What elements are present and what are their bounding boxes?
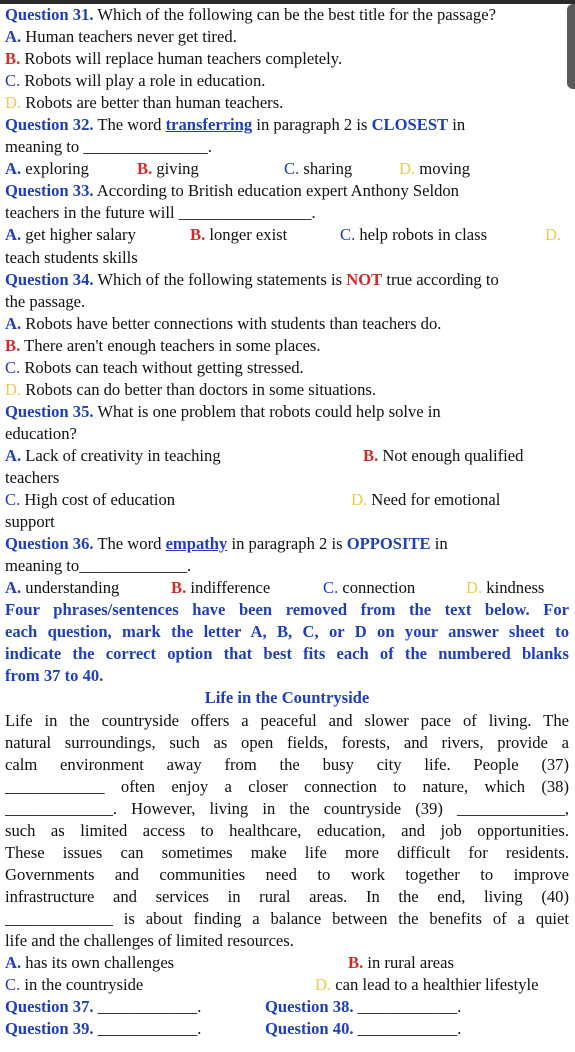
option-text: Not enough qualified xyxy=(378,445,524,465)
option-text: Human teachers never get tired. xyxy=(21,27,237,47)
option-letter: C. xyxy=(5,490,21,510)
question-text: The word xyxy=(93,115,166,135)
answer-row xyxy=(5,996,569,1018)
question-label: Question 35. xyxy=(5,401,94,421)
option-text: Robots have better connections with students than teachers do. xyxy=(21,313,442,333)
option-d xyxy=(5,92,569,114)
option-text: Robots can do better than doctors in some situations. xyxy=(21,379,377,399)
option-text: help robots in class xyxy=(355,225,488,245)
option-letter: D. xyxy=(545,225,562,245)
passage-line: These issues can sometimes make life more difficult for residents. xyxy=(5,842,569,862)
passage-line: ____________ often enjoy a closer connection to nature, which (38) xyxy=(5,776,569,796)
question-label: Question 31. xyxy=(5,5,94,24)
emphasis: NOT xyxy=(346,269,383,289)
question-33-options xyxy=(5,224,569,246)
option-text: Lack of creativity in teaching xyxy=(21,445,221,465)
option-text: moving xyxy=(415,159,470,179)
instruction-line: from 37 to 40. xyxy=(5,666,104,686)
question-36-stem xyxy=(5,533,569,555)
question-text: The word xyxy=(93,534,166,554)
option-text: has its own challenges xyxy=(21,953,175,973)
keyword: empathy xyxy=(165,534,228,554)
option-letter: A. xyxy=(5,313,22,333)
question-36-options xyxy=(5,577,569,599)
answer-label: Question 37. xyxy=(5,997,94,1017)
option-text: connection xyxy=(338,578,416,598)
option-letter: A. xyxy=(5,159,22,179)
question-text: in paragraph 2 is xyxy=(252,115,372,135)
instruction-line: indicate the correct option that best fits each of the numbered blanks xyxy=(5,644,569,664)
option-letter: D. xyxy=(5,93,22,113)
question-32-line2: meaning to _______________. xyxy=(5,137,212,157)
emphasis: CLOSEST xyxy=(371,115,449,135)
passage-line: Governments and communities need to work together to improve xyxy=(5,864,569,884)
question-35-wrap2: support xyxy=(5,512,55,532)
question-label: Question 34. xyxy=(5,269,94,289)
option-text: sharing xyxy=(299,159,353,179)
passage-line: life and the challenges of limited resources. xyxy=(5,930,294,950)
option-text: High cost of education xyxy=(20,490,176,510)
option-letter: B. xyxy=(171,578,187,598)
worksheet xyxy=(5,4,569,1040)
question-label: Question 36. xyxy=(5,534,94,554)
answer-label: Question 39. xyxy=(5,1019,94,1039)
answer-label: Question 40. xyxy=(265,1019,354,1039)
option-letter: A. xyxy=(5,953,22,973)
question-35-line2: education? xyxy=(5,423,77,443)
option-letter: D. xyxy=(5,379,22,399)
emphasis: OPPOSITE xyxy=(346,534,431,554)
question-text: in xyxy=(448,115,466,135)
option-letter: D. xyxy=(399,159,416,179)
answer-blank[interactable]: ____________. xyxy=(93,1019,202,1039)
option-letter: D. xyxy=(466,578,483,598)
blank-options-cd xyxy=(5,974,569,996)
option-text: can lead to a healthier lifestyle xyxy=(331,975,539,995)
passage-title: Life in the Countryside xyxy=(204,688,370,708)
option-text: in the countryside xyxy=(20,975,144,995)
passage-line: such as limited access to healthcare, education, and job opportunities. xyxy=(5,820,569,840)
answer-blank[interactable]: ____________. xyxy=(353,997,462,1017)
question-label: Question 33. xyxy=(5,181,94,201)
question-label: Question 32. xyxy=(5,115,94,135)
option-letter: C. xyxy=(323,578,339,598)
option-letter: D. xyxy=(315,975,332,995)
question-32-options xyxy=(5,158,569,180)
option-text: Robots will replace human teachers completely. xyxy=(20,49,343,69)
option-letter: A. xyxy=(5,27,22,47)
instruction-line: Four phrases/sentences have been removed from the text below. For xyxy=(5,600,569,620)
option-c xyxy=(5,70,569,92)
question-36-line2: meaning to_____________. xyxy=(5,556,192,576)
option-letter: B. xyxy=(137,159,153,179)
passage-line: calm environment away from the busy city life. People (37) xyxy=(5,754,569,774)
option-text: Robots will play a role in education. xyxy=(20,71,266,91)
option-text: in rural areas xyxy=(363,953,454,973)
question-text: According to British education expert Anthony Seldon xyxy=(93,181,459,201)
option-letter: A. xyxy=(5,578,22,598)
question-33-stem xyxy=(5,180,569,202)
question-34-stem xyxy=(5,269,569,291)
answer-label: Question 38. xyxy=(265,997,354,1017)
question-text: Which of the following can be the best title for the passage? xyxy=(93,5,496,24)
keyword: transferring xyxy=(165,115,253,135)
question-35-wrap1: teachers xyxy=(5,467,60,487)
passage-line: _____________. However, living in the countryside (39) _____________, xyxy=(5,798,569,818)
option-letter: B. xyxy=(5,335,21,355)
question-35-options-cd xyxy=(5,489,569,511)
option-text: There aren't enough teachers in some places. xyxy=(20,335,321,355)
answer-blank[interactable]: ____________. xyxy=(353,1019,462,1039)
question-35-options-ab xyxy=(5,445,569,467)
option-text: Robots can teach without getting stressed. xyxy=(20,357,304,377)
question-35-stem xyxy=(5,401,569,423)
option-text: indifference xyxy=(186,578,271,598)
option-b xyxy=(5,335,569,357)
option-letter: A. xyxy=(5,225,22,245)
option-letter: A. xyxy=(5,445,22,465)
option-letter: C. xyxy=(5,71,21,91)
option-letter: B. xyxy=(190,225,206,245)
option-text: giving xyxy=(152,159,199,179)
instruction-line: each question, mark the letter A, B, C, or D on your answer sheet to xyxy=(5,622,569,642)
question-31-stem xyxy=(5,4,569,26)
option-text: Need for emotional xyxy=(367,490,501,510)
option-letter: C. xyxy=(340,225,356,245)
answer-row xyxy=(5,1018,569,1040)
blank-options-ab xyxy=(5,952,569,974)
question-33-line2: teachers in the future will ________________. xyxy=(5,203,316,223)
option-text: exploring xyxy=(21,159,89,179)
question-text: What is one problem that robots could help solve in xyxy=(93,401,441,421)
passage-line: Life in the countryside offers a peaceful and slower pace of living. The xyxy=(5,710,569,730)
question-34-line2: the passage. xyxy=(5,291,86,311)
answer-blank[interactable]: ____________. xyxy=(93,997,202,1017)
option-letter: C. xyxy=(5,975,21,995)
question-text: Which of the following statements is xyxy=(93,269,347,289)
option-letter: C. xyxy=(284,159,300,179)
option-letter: B. xyxy=(348,953,364,973)
question-text: in xyxy=(430,534,448,554)
passage-line: natural surroundings, such as open fields, forests, and rivers, provide a xyxy=(5,732,569,752)
option-text: longer exist xyxy=(205,225,288,245)
option-d xyxy=(5,379,569,401)
option-a xyxy=(5,26,569,48)
option-b xyxy=(5,48,569,70)
option-letter: B. xyxy=(363,445,379,465)
option-text: understanding xyxy=(21,578,120,598)
question-text: in paragraph 2 is xyxy=(227,534,347,554)
question-text: true according to xyxy=(382,269,499,289)
passage-line: infrastructure and services in rural areas. In the end, living (40) xyxy=(5,886,569,906)
question-32-stem xyxy=(5,114,569,136)
option-text: get higher salary xyxy=(21,225,136,245)
option-text: kindness xyxy=(482,578,545,598)
option-letter: D. xyxy=(351,490,368,510)
option-text: Robots are better than human teachers. xyxy=(21,93,284,113)
question-33-wrap: teach students skills xyxy=(5,247,138,267)
option-c xyxy=(5,357,569,379)
passage-line: _____________ is about finding a balance between the benefits of a quiet xyxy=(5,908,569,928)
option-letter: B. xyxy=(5,49,21,69)
option-letter: C. xyxy=(5,357,21,377)
option-a xyxy=(5,313,569,335)
